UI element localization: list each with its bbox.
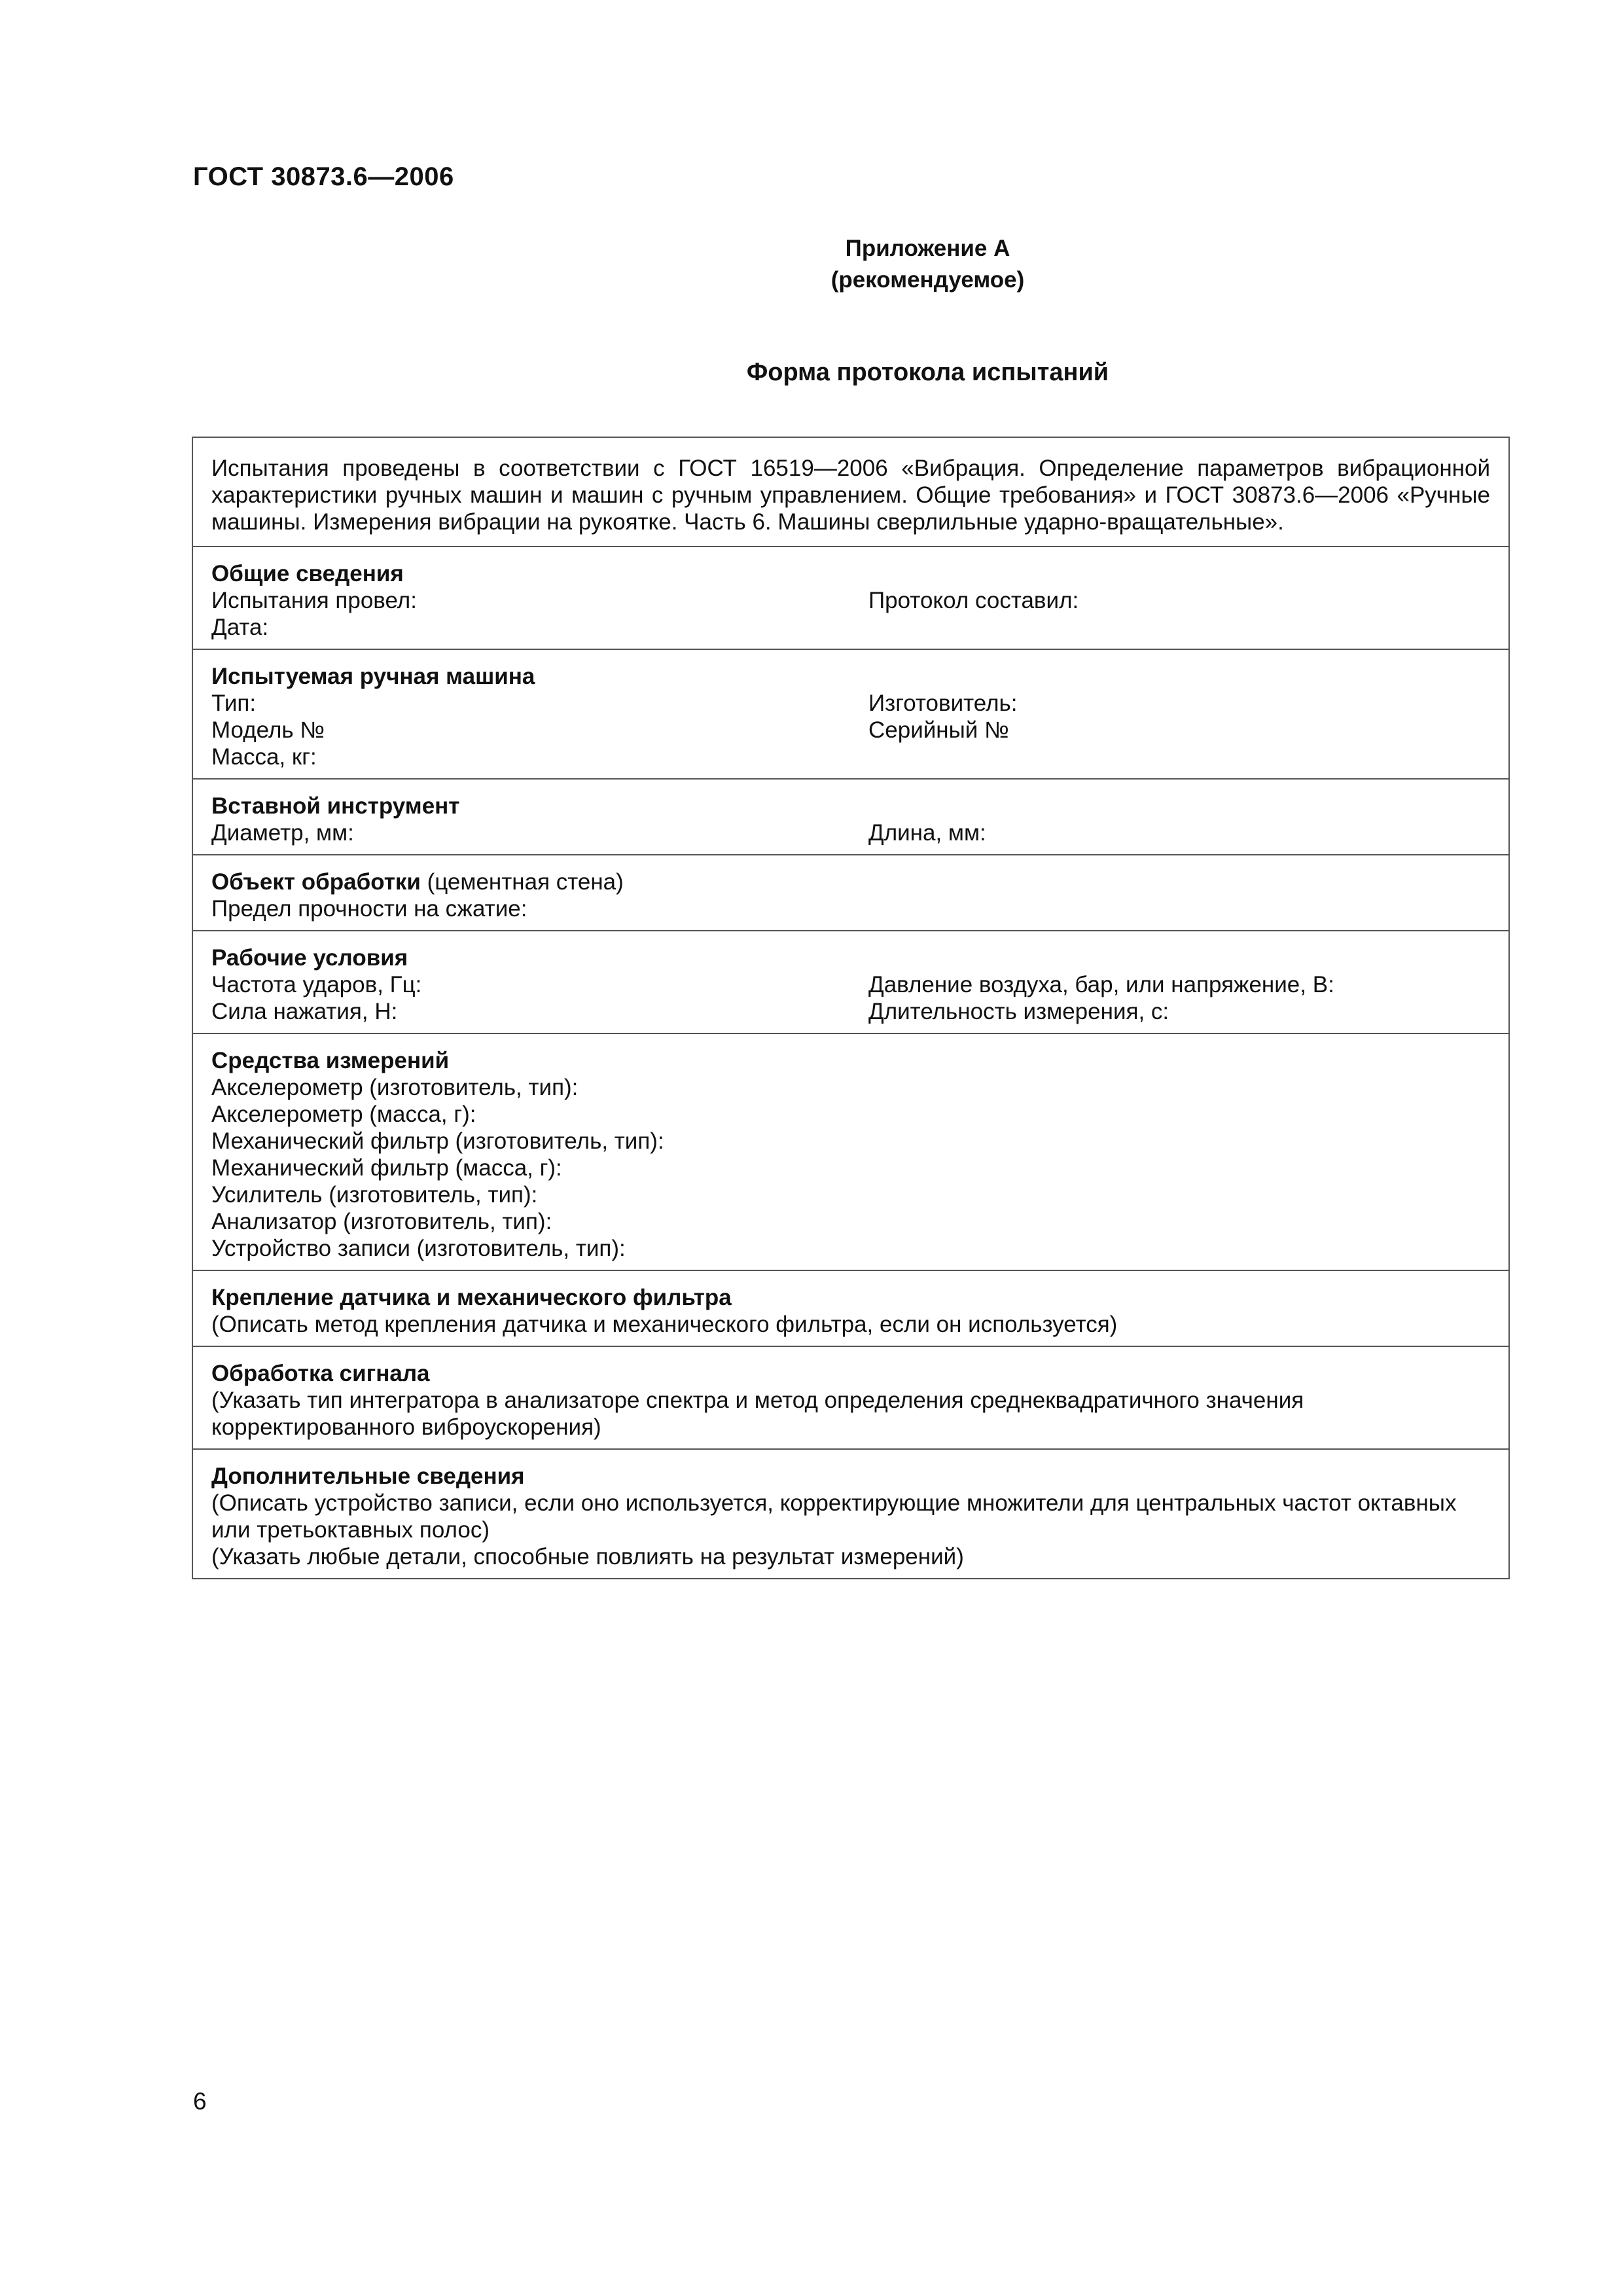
instruments-title: Средства измерений <box>211 1048 450 1073</box>
signal-title: Обработка сигнала <box>211 1361 430 1386</box>
additional-title: Дополнительные сведения <box>211 1463 525 1489</box>
machine-mass-label: Масса, кг: <box>211 744 317 770</box>
additional-text-1: (Описать устройство записи, если оно используется, корректирующие множители для центральных частот октавных или третьоктавных полос) <box>211 1490 1457 1543</box>
feed-force-label: Сила нажатия, Н: <box>211 999 398 1024</box>
machine-type-label: Тип: <box>211 691 257 716</box>
instrument-item: Механический фильтр (масса, г): <box>211 1155 562 1181</box>
tested-by-label: Испытания провел: <box>211 588 417 613</box>
form-title <box>0 359 1623 387</box>
conditions-section <box>193 930 1508 1033</box>
machine-title: Испытуемая ручная машина <box>211 664 535 689</box>
workpiece-title: Объект обработки <box>211 869 421 895</box>
strength-label: Предел прочности на сжатие: <box>211 896 527 922</box>
instrument-item: Устройство записи (изготовитель, тип): <box>211 1236 626 1261</box>
pressure-label: Давление воздуха, бар, или напряжение, В: <box>868 972 1334 997</box>
machine-section <box>193 649 1508 778</box>
intro-section <box>193 438 1508 546</box>
mounting-text: (Описать метод крепления датчика и механического фильтра, если он используется) <box>211 1312 1118 1337</box>
instrument-item: Усилитель (изготовитель, тип): <box>211 1182 538 1208</box>
form-title-text: Форма протокола испытаний <box>746 359 1109 386</box>
annex-title: Приложение А <box>845 236 1010 261</box>
additional-text-2: (Указать любые детали, способные повлиять на результат измерений) <box>211 1544 964 1570</box>
signal-section <box>193 1346 1508 1448</box>
conditions-title: Рабочие условия <box>211 945 408 971</box>
mounting-title: Крепление датчика и механического фильтра <box>211 1285 732 1310</box>
machine-model-label: Модель № <box>211 717 325 743</box>
compiled-by-label: Протокол составил: <box>868 588 1079 613</box>
mounting-section <box>193 1270 1508 1346</box>
tool-length-label: Длина, мм: <box>868 820 986 846</box>
date-label: Дата: <box>211 615 269 640</box>
workpiece-heading <box>211 869 1490 895</box>
instrument-item: Акселерометр (изготовитель, тип): <box>211 1075 579 1100</box>
general-section <box>193 546 1508 649</box>
additional-section <box>193 1448 1508 1578</box>
workpiece-note: (цементная стена) <box>420 869 624 895</box>
serial-label: Серийный № <box>868 717 1009 743</box>
general-title: Общие сведения <box>211 561 404 586</box>
tool-section <box>193 778 1508 854</box>
tool-diameter-label: Диаметр, мм: <box>211 820 354 846</box>
annex-status: (рекомендуемое) <box>830 267 1025 293</box>
instruments-section <box>193 1033 1508 1270</box>
impact-rate-label: Частота ударов, Гц: <box>211 972 422 997</box>
signal-text: (Указать тип интегратора в анализаторе спектра и метод определения среднеквадратичного значения корректированного виброускорения) <box>211 1388 1304 1440</box>
duration-label: Длительность измерения, с: <box>868 999 1169 1024</box>
instrument-item: Анализатор (изготовитель, тип): <box>211 1209 552 1234</box>
page-number: 6 <box>193 2088 207 2115</box>
instrument-item: Акселерометр (масса, г): <box>211 1102 476 1127</box>
protocol-form-table <box>192 437 1510 1579</box>
workpiece-section <box>193 854 1508 930</box>
manufacturer-label: Изготовитель: <box>868 691 1018 716</box>
tool-title: Вставной инструмент <box>211 793 460 819</box>
annex-heading <box>0 233 1623 296</box>
instrument-item: Механический фильтр (изготовитель, тип): <box>211 1128 664 1154</box>
intro-text: Испытания проведены в соответствии с ГОСТ 16519—2006 «Вибрация. Определение параметров вибрационной характеристики ручных машин и машин с ручным управлением. Общие требования» и ГОСТ 30873.6—2006 «Ручные машины. Измерения вибрации на рукоятке. Часть 6. Машины сверлильные ударно-вращательные». <box>211 456 1490 535</box>
standard-header: ГОСТ 30873.6—2006 <box>193 162 454 191</box>
